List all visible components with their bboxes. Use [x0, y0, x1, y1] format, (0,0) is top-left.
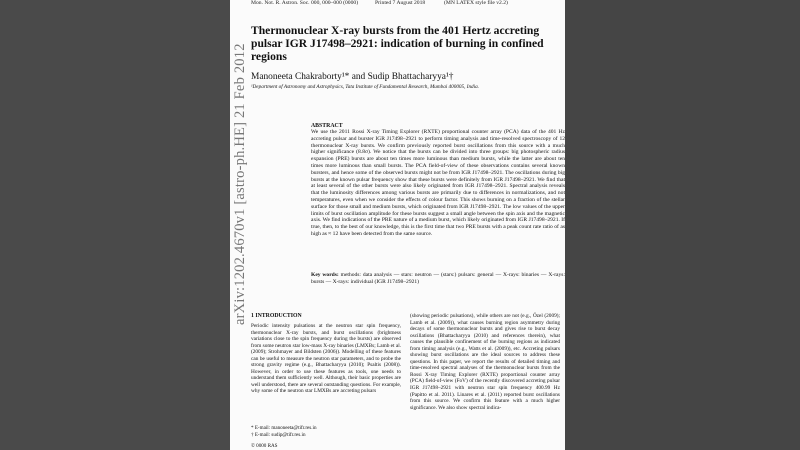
paper-title: Thermonuclear X-ray bursts from the 401 Hertz accreting pulsar IGR J17498–2921: indication of burning in confined regions — [251, 24, 544, 63]
style-file: (MN LATEX style file v2.2) — [444, 0, 508, 6]
footnote-email-1: * E-mail: manoneeta@tifr.res.in — [251, 425, 317, 431]
intro-column-left: Periodic intensity pulsations at the neutron star spin frequency, thermonuclear X-ray bursts, and burst oscillations (brightness variations close to the spin frequency during the bursts) are observed from some neutron star low-mass X-ray binaries (LMXBs; Lamb et al. (2009); Strohmayer and Bildsten (2006)). Modelling of these features can be useful to measure the neutron star parameters, and to probe the strong gravity regime (e.g., Bhattacharyya (2010); Psaltis (2008)). However, in order to use these features as tools, one needs to understand them sufficiently well. Although, their basic properties are well understood, there are several outstanding questions. For example, why some of the neutron star LMXBs are accreting pulsars — [251, 323, 401, 395]
abstract-heading: ABSTRACT — [311, 123, 343, 129]
left-background — [0, 0, 230, 450]
copyright: © 0000 RAS — [251, 443, 278, 449]
keywords-label: Key words: — [311, 272, 339, 278]
printed-date: Printed 7 August 2018 — [375, 0, 426, 6]
section-heading-introduction: 1 INTRODUCTION — [251, 313, 302, 319]
author-list: Manoneeta Chakraborty¹* and Sudip Bhattacharyya¹† — [251, 72, 454, 82]
journal-citation: Mon. Not. R. Astron. Soc. 000, 000–000 (0000) — [251, 0, 359, 6]
affiliation: ¹Department of Astronomy and Astrophysics, Tata Institute of Fundamental Research, Mumbai 400005, India. — [251, 84, 479, 90]
running-header — [251, 0, 508, 6]
abstract-text: We use the 2011 Rossi X-ray Timing Explorer (RXTE) proportional counter array (PCA) data of the 401 Hz accreting pulsar and burster IGR J17498–2921 to perform timing analysis and time-resolved spectroscopy of 12 thermonuclear X-ray bursts. We confirm previously reported burst oscillations from this source with a much higher significance (8.8σ). We notice that the bursts can be divided into three groups: big photospheric radius expansion (PRE) bursts are about ten times more luminous than medium bursts, while the latter are about ten times more luminous than small bursts. The PCA field-of-view of these observations contains several known bursters, and hence some of the observed bursts might not be from IGR J17498–2921. The oscillations during big bursts at the known pulsar frequency show that these bursts were definitely from IGR J17498–2921. We find that at least several of the other bursts were also likely originated from IGR J17498–2921. Spectral analysis reveals that the luminosity differences among various bursts are primarily due to differences in normalizations, and not temperatures, even when we consider the effects of colour factor. This shows burning on a fraction of the stellar surface for those small and medium bursts, which originated from IGR J17498–2921. The low values of the upper limits of burst oscillation amplitude for these bursts suggest a small angle between the spin axis and the magnetic axis. We find indications of the PRE nature of a medium burst, which likely originated from IGR J17498–2921. If true, then, to the best of our knowledge, this is the first time that two PRE bursts with a peak count rate ratio of as high as ≈ 12 have been detected from the same source. — [311, 129, 565, 237]
arxiv-identifier: arXiv:1202.4670v1 [astro-ph.HE] 21 Feb 2012 — [232, 43, 248, 325]
footnote-email-2: † E-mail: sudip@tifr.res.in — [251, 432, 306, 438]
paper-page — [230, 0, 565, 450]
intro-column-right: (showing periodic pulsations), while others are not (e.g., Özel (2009); Lamb et al. (2009)), what causes burning region asymmetry during decays of some thermonuclear bursts and gives rise to burst decay oscillations (Bhattacharyya (2010) and references therein), what causes the plausible confinement of the burning regions as indicated from timing analysis (e.g., Watts et al. (2009)), etc. Accreting pulsars showing burst oscillations are the ideal sources to address these questions. In this paper, we report the results of detailed timing and time-resolved spectral analyses of the thermonuclear bursts from the Rossi X-ray Timing Explorer (RXTE) proportional counter array (PCA) field-of-view (FoV) of the recently discovered accreting pulsar IGR J17498–2921 with neutron star spin frequency 400.99 Hz (Papitto et al. 2011). Linares et al. (2011) reported burst oscillations from this source. We confirm this feature with a much higher significance. We also show spectral indica- — [410, 313, 560, 411]
keywords-text: methods: data analysis — stars: neutron — (stars:) pulsars: general — X-rays: binaries — X-rays: bursts — X-rays: individual (IGR J17498–2921) — [311, 272, 565, 285]
right-background — [565, 0, 800, 450]
keywords — [311, 272, 565, 286]
